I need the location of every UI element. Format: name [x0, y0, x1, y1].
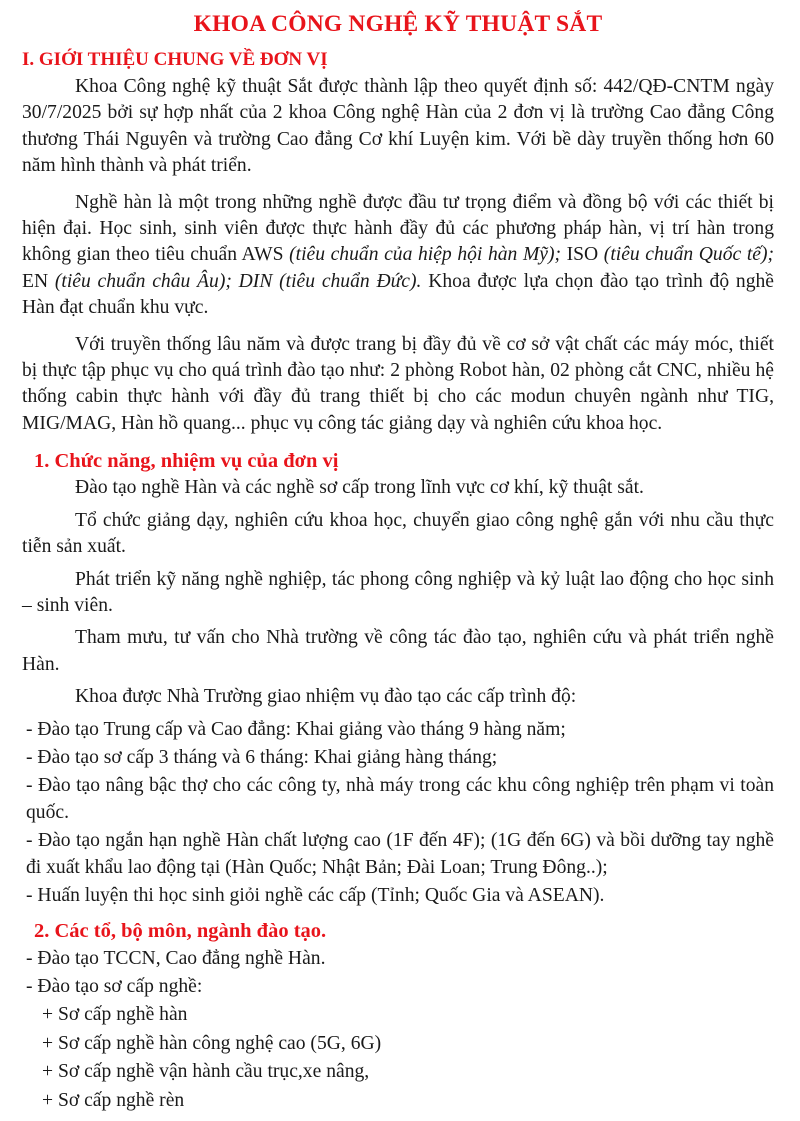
paragraph-founding: Khoa Công nghệ kỹ thuật Sắt được thành lập theo quyết định số: 442/QĐ-CNTM ngày 30/7/2025 bởi sự hợp nhất của 2 khoa Công nghệ Hàn của 2 đơn vị là trường Cao đẳng Công thương Thái Nguyên và trường Cao đẳng Cơ khí Luyện kim. Với bề dày truyền thống hơn 60 năm hình thành và phát triển. [22, 76, 774, 177]
text-run: ISO [561, 244, 604, 266]
paragraph-welding-standards [22, 190, 774, 322]
section-functions [22, 447, 774, 909]
list-item: - Huấn luyện thi học sinh giỏi nghề các cấp (Tỉnh; Quốc Gia và ASEAN). [26, 884, 605, 906]
text-run: Nghề hàn là một trong những nghề được đầu tư trọng điểm và đồng bộ với các thiết bị hiện đại. Học sinh, sinh viên được thực hành đầy đủ các phương pháp hàn, vị trí hàn trong không gian theo tiêu chuẩn AWS [22, 191, 774, 266]
paragraph-function: Phát triển kỹ năng nghề nghiệp, tác phong công nghiệp và kỷ luật lao động cho học sinh – sinh viên. [22, 568, 774, 616]
sub-list-item: + Sơ cấp nghề vận hành cầu trục,xe nâng, [42, 1061, 370, 1083]
italic-run: (tiêu chuẩn của hiệp hội hàn Mỹ); [289, 244, 562, 266]
list-item: - Đào tạo sơ cấp nghề: [26, 976, 203, 998]
page-title: KHOA CÔNG NGHỆ KỸ THUẬT SẮT [193, 11, 603, 37]
text-run: EN [22, 270, 55, 292]
list-item: - Đào tạo Trung cấp và Cao đẳng: Khai giảng vào tháng 9 hàng năm; [26, 718, 566, 740]
italic-run: (tiêu chuẩn châu Âu); DIN (tiêu chuẩn Đức). [54, 270, 422, 292]
sub-list-item: + Sơ cấp nghề hàn công nghệ cao (5G, 6G) [42, 1032, 382, 1054]
italic-run: (tiêu chuẩn Quốc tế); [603, 244, 775, 266]
text-run: Khoa được lựa chọn đào tạo trình độ nghề Hàn đạt chuẩn khu vực. [22, 270, 774, 319]
section-heading-departments: 2. Các tổ, bộ môn, ngành đào tạo. [34, 920, 327, 943]
section-heading-functions: 1. Chức năng, nhiệm vụ của đơn vị [34, 450, 339, 473]
list-item: - Đào tạo nâng bậc thợ cho các công ty, nhà máy trong các khu công nghiệp trên phạm vi toàn quốc. [26, 775, 774, 823]
section-departments [22, 917, 774, 1115]
section-intro [22, 46, 774, 437]
sub-list-item: + Sơ cấp nghề hàn [42, 1004, 188, 1026]
list-item: - Đào tạo sơ cấp 3 tháng và 6 tháng: Khai giảng hàng tháng; [26, 746, 498, 768]
list-item: - Đào tạo TCCN, Cao đẳng nghề Hàn. [26, 948, 326, 970]
paragraph-facilities: Với truyền thống lâu năm và được trang bị đầy đủ về cơ sở vật chất các máy móc, thiết bị thực tập phục vụ cho quá trình đào tạo như: 2 phòng Robot hàn, 02 phòng cắt CNC, nhiều hệ thống cabin thực hành với đầy đủ trang thiết bị cho các modun chuyên ngành như TIG, MIG/MAG, Hàn hồ quang... phục vụ công tác giảng dạy và nghiên cứu khoa học. [22, 333, 774, 434]
paragraph-function: Tổ chức giảng dạy, nghiên cứu khoa học, chuyển giao công nghệ gắn với nhu cầu thực tiễn sản xuất. [22, 509, 774, 558]
paragraph-function: Đào tạo nghề Hàn và các nghề sơ cấp trong lĩnh vực cơ khí, kỹ thuật sắt. [75, 477, 644, 499]
list-item: - Đào tạo ngắn hạn nghề Hàn chất lượng cao (1F đến 4F); (1G đến 6G) và bồi dưỡng tay nghề đi xuất khẩu lao động tại (Hàn Quốc; Nhật Bản; Đài Loan; Trung Đông..); [26, 830, 774, 878]
section-heading-intro: I. GIỚI THIỆU CHUNG VỀ ĐƠN VỊ [22, 49, 328, 70]
paragraph-function: Khoa được Nhà Trường giao nhiệm vụ đào tạo các cấp trình độ: [75, 686, 577, 708]
sub-list-item: + Sơ cấp nghề rèn [42, 1089, 185, 1111]
paragraph-function: Tham mưu, tư vấn cho Nhà trường về công tác đào tạo, nghiên cứu và phát triển nghề Hàn. [22, 627, 774, 675]
